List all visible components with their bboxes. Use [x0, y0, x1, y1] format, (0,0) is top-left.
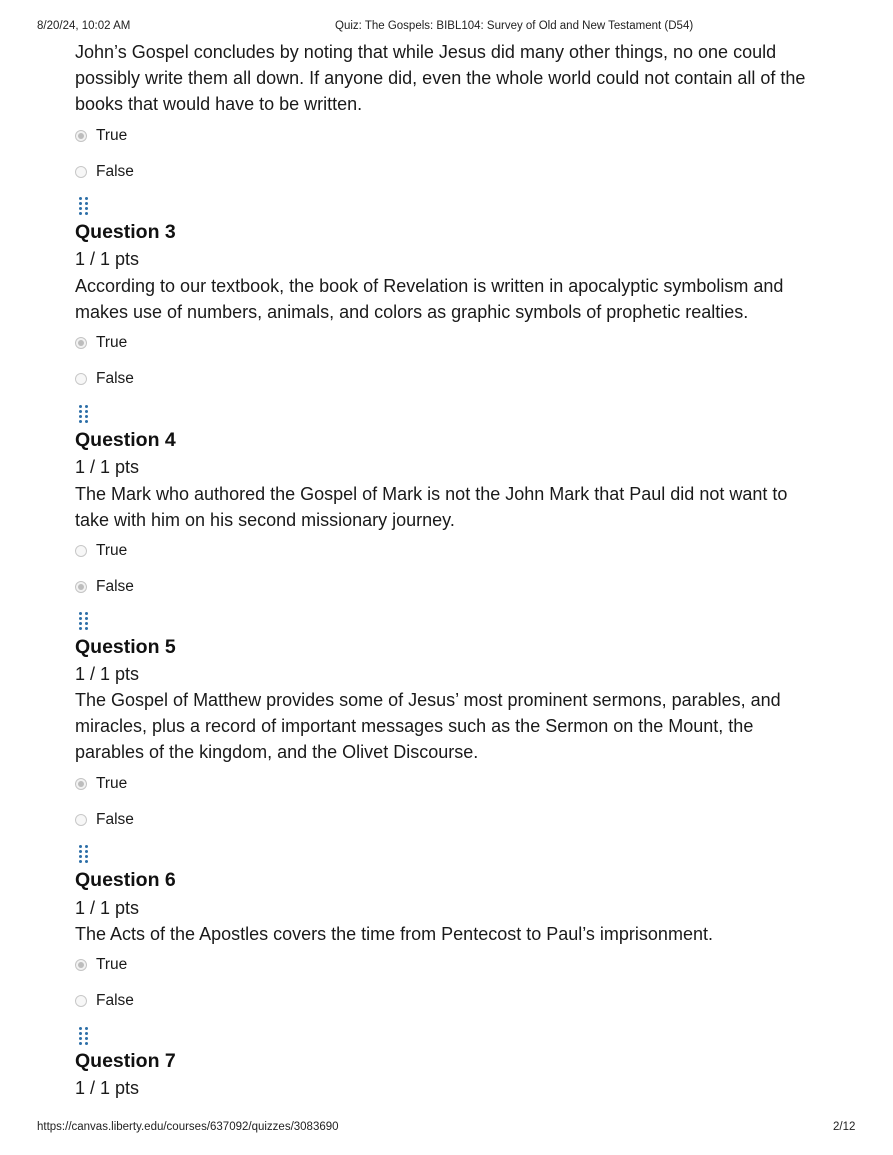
radio-unselected-icon[interactable]	[75, 545, 87, 557]
question-5-points: 1 / 1 pts	[75, 664, 140, 684]
answer-label: True	[96, 334, 128, 351]
drag-handle-icon[interactable]	[79, 1027, 89, 1045]
radio-unselected-icon[interactable]	[75, 166, 87, 178]
question-6-answer-true[interactable]	[75, 955, 127, 975]
question-3-title: Question 3	[75, 221, 176, 243]
question-2-text: John’s Gospel concludes by noting that while Jesus did many other things, no one could possibly write them all down. If anyone did, even the whole world could not contain all of the books that would have to be written.	[75, 42, 806, 114]
drag-handle-icon[interactable]	[79, 612, 89, 630]
question-2-answer-true[interactable]	[75, 126, 127, 146]
radio-unselected-icon[interactable]	[75, 373, 87, 385]
print-footer-page-number: 2/12	[833, 1121, 856, 1133]
answer-label: False	[96, 163, 134, 180]
drag-handle-icon[interactable]	[79, 197, 89, 215]
question-5-title: Question 5	[75, 636, 176, 658]
question-4-answer-true[interactable]	[75, 541, 127, 561]
question-6-text: The Acts of the Apostles covers the time from Pentecost to Paul’s imprisonment.	[75, 924, 713, 944]
answer-label: False	[96, 578, 134, 595]
drag-handle-icon[interactable]	[79, 405, 89, 423]
print-header-datetime: 8/20/24, 10:02 AM	[37, 20, 131, 32]
question-3-points: 1 / 1 pts	[75, 249, 140, 269]
question-3-answer-false[interactable]	[75, 369, 134, 389]
answer-label: True	[96, 775, 128, 792]
radio-selected-icon[interactable]	[75, 959, 87, 971]
question-2-answer-false[interactable]	[75, 162, 134, 182]
question-5-answer-false[interactable]	[75, 810, 134, 830]
question-6-answer-false[interactable]	[75, 991, 134, 1011]
radio-selected-icon[interactable]	[75, 337, 87, 349]
print-footer-url: https://canvas.liberty.edu/courses/637092/quizzes/3083690	[37, 1121, 339, 1133]
answer-label: True	[96, 542, 128, 559]
answer-label: False	[96, 370, 134, 387]
radio-selected-icon[interactable]	[75, 581, 87, 593]
question-4-points: 1 / 1 pts	[75, 457, 140, 477]
question-4-answer-false[interactable]	[75, 577, 134, 597]
question-6-title: Question 6	[75, 869, 176, 891]
answer-label: False	[96, 992, 134, 1009]
question-3-text: According to our textbook, the book of Revelation is written in apocalyptic symbolism and makes use of numbers, animals, and colors as graphic symbols of prophetic realties.	[75, 276, 784, 322]
drag-handle-icon[interactable]	[79, 845, 89, 863]
question-6-points: 1 / 1 pts	[75, 898, 140, 918]
question-3-answer-true[interactable]	[75, 333, 127, 353]
answer-label: True	[96, 127, 128, 144]
radio-unselected-icon[interactable]	[75, 995, 87, 1007]
question-5-text: The Gospel of Matthew provides some of Jesus’ most prominent sermons, parables, and miracles, plus a record of important messages such as the Sermon on the Mount, the parables of the kingdom, and the Olivet Discourse.	[75, 690, 781, 762]
radio-selected-icon[interactable]	[75, 130, 87, 142]
question-5-answer-true[interactable]	[75, 774, 127, 794]
answer-label: False	[96, 811, 134, 828]
question-7-title: Question 7	[75, 1050, 176, 1072]
question-7-points: 1 / 1 pts	[75, 1078, 140, 1098]
question-4-title: Question 4	[75, 429, 176, 451]
answer-label: True	[96, 956, 128, 973]
question-4-text: The Mark who authored the Gospel of Mark is not the John Mark that Paul did not want to take with him on his second missionary journey.	[75, 484, 788, 530]
print-header-title: Quiz: The Gospels: BIBL104: Survey of Old and New Testament (D54)	[335, 20, 694, 32]
radio-unselected-icon[interactable]	[75, 814, 87, 826]
radio-selected-icon[interactable]	[75, 778, 87, 790]
